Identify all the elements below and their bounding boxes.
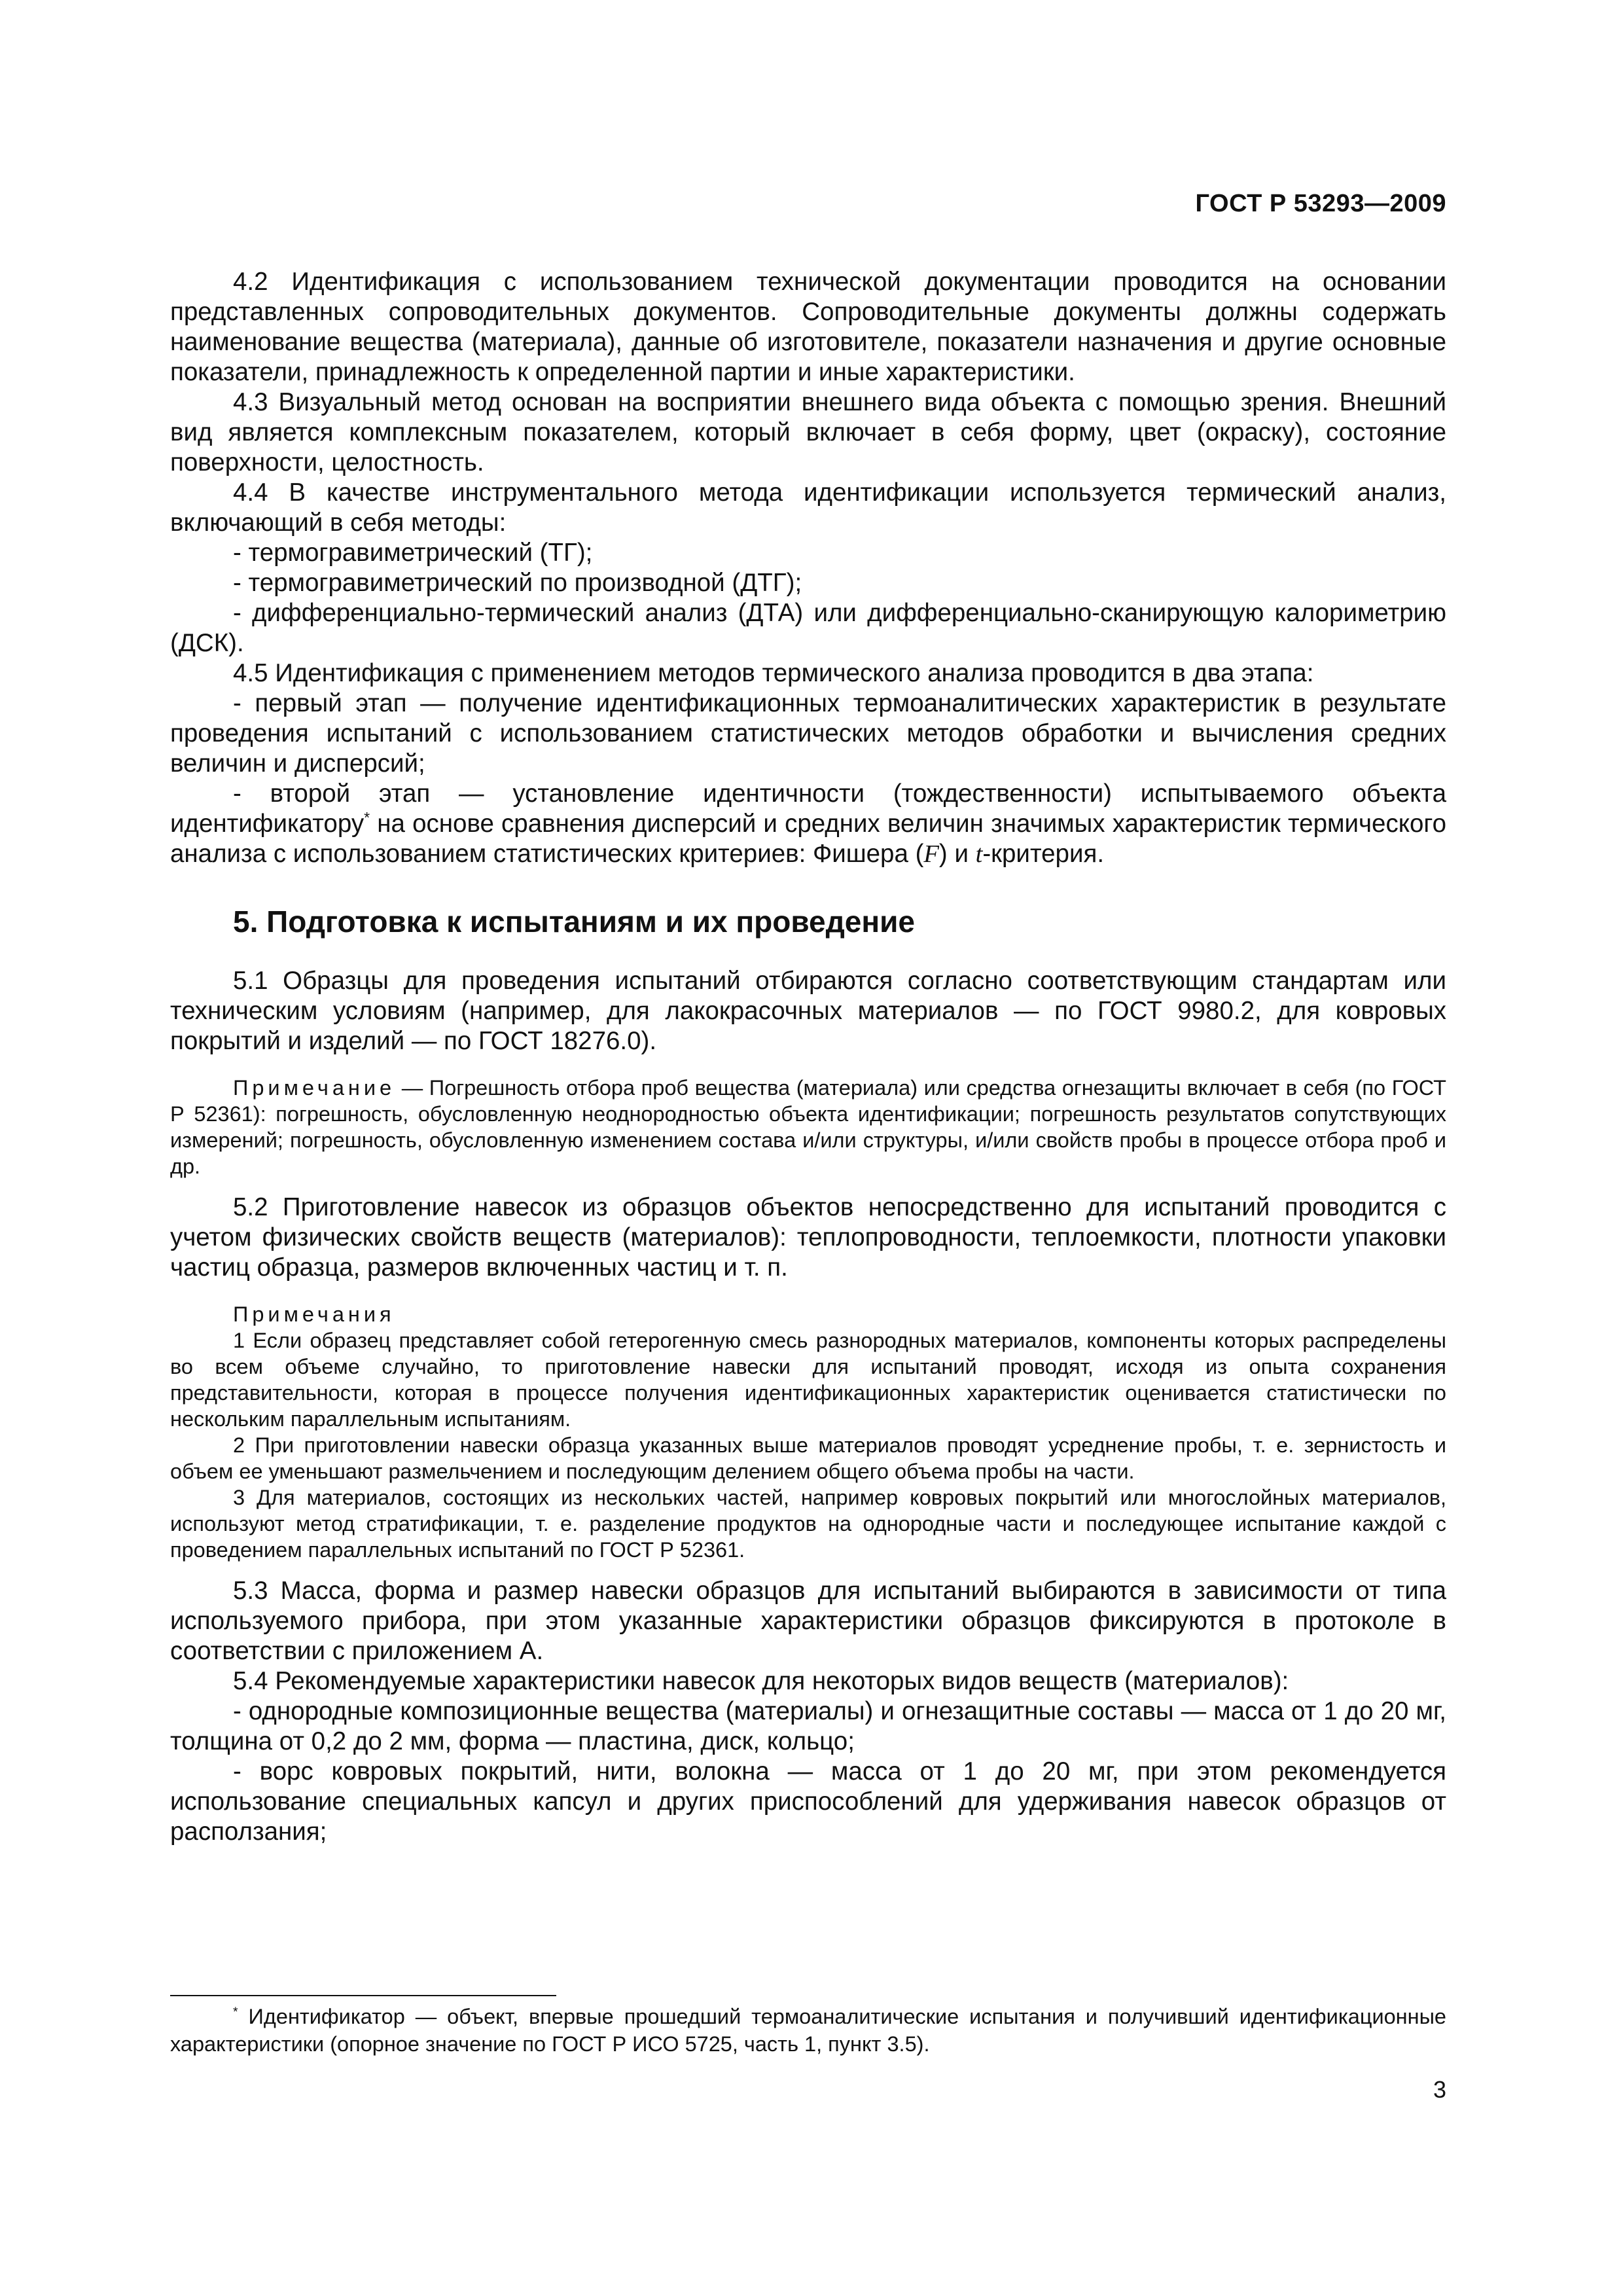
note-label: Примечание [233,1076,396,1100]
list-item-homogeneous: - однородные композиционные вещества (материалы) и огнезащитные составы — масса от 1 до 20 мг, толщина от 0,2 до 2 мм, форма — пластина, диск, кольцо; [170,1697,1446,1755]
footnote-text: Идентификатор — объект, впервые прошедший термоаналитические испытания и получивший идентификационные характеристики (опорное значение по ГОСТ Р ИСО 5725, часть 1, пункт 3.5). [170,2005,1446,2056]
paragraph-4-2: 4.2 Идентификация с использованием технической документации проводится на основании представленных сопроводительных документов. Сопроводительные документы должны содержать наименование вещества (материала), данные об изготовителе, показатели назначения и другие основные показатели, принадлежность к определенной партии и иные характеристики. [170,268,1446,386]
list-item-dta: - дифференциально-термический анализ (ДТА) или дифференциально-сканирующую калориметрию (ДСК). [170,599,1446,657]
second-stage-text-4: -критерия. [982,840,1105,868]
note-item-2: 2 При приготовлении навески образца указанных выше материалов проводят усреднение пробы, т. е. зернистость и объем ее уменьшают размельчением и последующим делением общего объема пробы на части. [170,1433,1446,1483]
fisher-symbol: F [923,840,939,868]
second-stage-text-2: на основе сравнения дисперсий и средних величин значимых характеристик термического анализа с использованием статистических критериев: Фишера ( [170,810,1446,868]
note-item-1: 1 Если образец представляет собой гетерогенную смесь разнородных материалов, компоненты которых распределены во всем объеме случайно, то приготовление навески для испытаний проводят, исходя из опыта сохранения представительности, которая в процессе получения идентификационных характеристик оценивается статистически по нескольким параллельным испытаниям. [170,1329,1446,1431]
body-text [170,267,1446,1847]
list-item-second-stage [170,779,1446,869]
paragraph-4-5: 4.5 Идентификация с применением методов термического анализа проводится в два этапа: [233,659,1314,687]
second-stage-text-3: ) и [938,840,976,868]
footnote-mark: * [233,2005,238,2020]
list-item-first-stage: - первый этап — получение идентификационных термоаналитических характеристик в результате проведения испытаний с использованием статистических методов обработки и вычисления средних величин и дисперсий; [170,689,1446,778]
notes-5-2 [170,1301,1446,1563]
list-item-carpet-pile: - ворс ковровых покрытий, нити, волокна — масса от 1 до 20 мг, при этом рекомендуется использование специальных капсул и других приспособлений для удерживания навесок образцов от расползания; [170,1757,1446,1846]
document-id-header: ГОСТ Р 53293—2009 [1195,190,1446,217]
footnote-reference: * [364,809,370,827]
notes-label: Примечания [233,1302,395,1326]
paragraph-4-3: 4.3 Визуальный метод основан на восприятии внешнего вида объекта с помощью зрения. Внешний вид является комплексным показателем, который включает в себя форму, цвет (окраску), состояние поверхности, целостность. [170,388,1446,476]
note-5-1 [170,1075,1446,1179]
paragraph-5-4: 5.4 Рекомендуемые характеристики навесок для некоторых видов веществ (материалов): [233,1667,1289,1695]
footnote-divider [170,1995,556,1996]
second-stage-text-1: - второй этап — установление идентичности (тождественности) испытываемого объекта идентификатору [170,780,1446,838]
paragraph-5-3: 5.3 Масса, форма и размер навески образцов для испытаний выбираются в зависимости от типа используемого прибора, при этом указанные характеристики образцов фиксируются в протоколе в соответствии с приложением А. [170,1577,1446,1665]
paragraph-5-1: 5.1 Образцы для проведения испытаний отбираются согласно соответствующим стандартам или техническим условиям (например, для лакокрасочных материалов — по ГОСТ 9980.2, для ковровых покрытий и изделий — по ГОСТ 18276.0). [170,967,1446,1055]
page-number: 3 [1433,2076,1446,2103]
note-item-3: 3 Для материалов, состоящих из нескольких частей, например ковровых покрытий или многослойных материалов, используют метод стратификации, т. е. разделение продуктов на однородные части и последующее испытание каждой с проведением параллельных испытаний по ГОСТ Р 52361. [170,1486,1446,1562]
footnote [170,2003,1446,2058]
list-item-tg: - термогравиметрический (ТГ); [233,539,593,567]
note-text: — Погрешность отбора проб вещества (материала) или средства огнезащиты включает в себя (по ГОСТ Р 52361): погрешность, обусловленную неоднородностью объекта идентификации; погрешность результатов сопутствующих измерений; погрешность, обусловленную изменением состава и/или структуры, и/или свойств пробы в процессе отбора проб и др. [170,1076,1446,1178]
t-symbol: t [975,840,983,868]
paragraph-4-4: 4.4 В качестве инструментального метода идентификации используется термический анализ, включающий в себя методы: [170,478,1446,537]
list-item-dtg: - термогравиметрический по производной (ДТГ); [233,569,802,597]
section-5-heading: 5. Подготовка к испытаниям и их проведение [233,905,916,939]
paragraph-5-2: 5.2 Приготовление навесок из образцов объектов непосредственно для испытаний проводится с учетом физических свойств веществ (материалов): теплопроводности, теплоемкости, плотности упаковки частиц образца, размеров включенных частиц и т. п. [170,1193,1446,1282]
